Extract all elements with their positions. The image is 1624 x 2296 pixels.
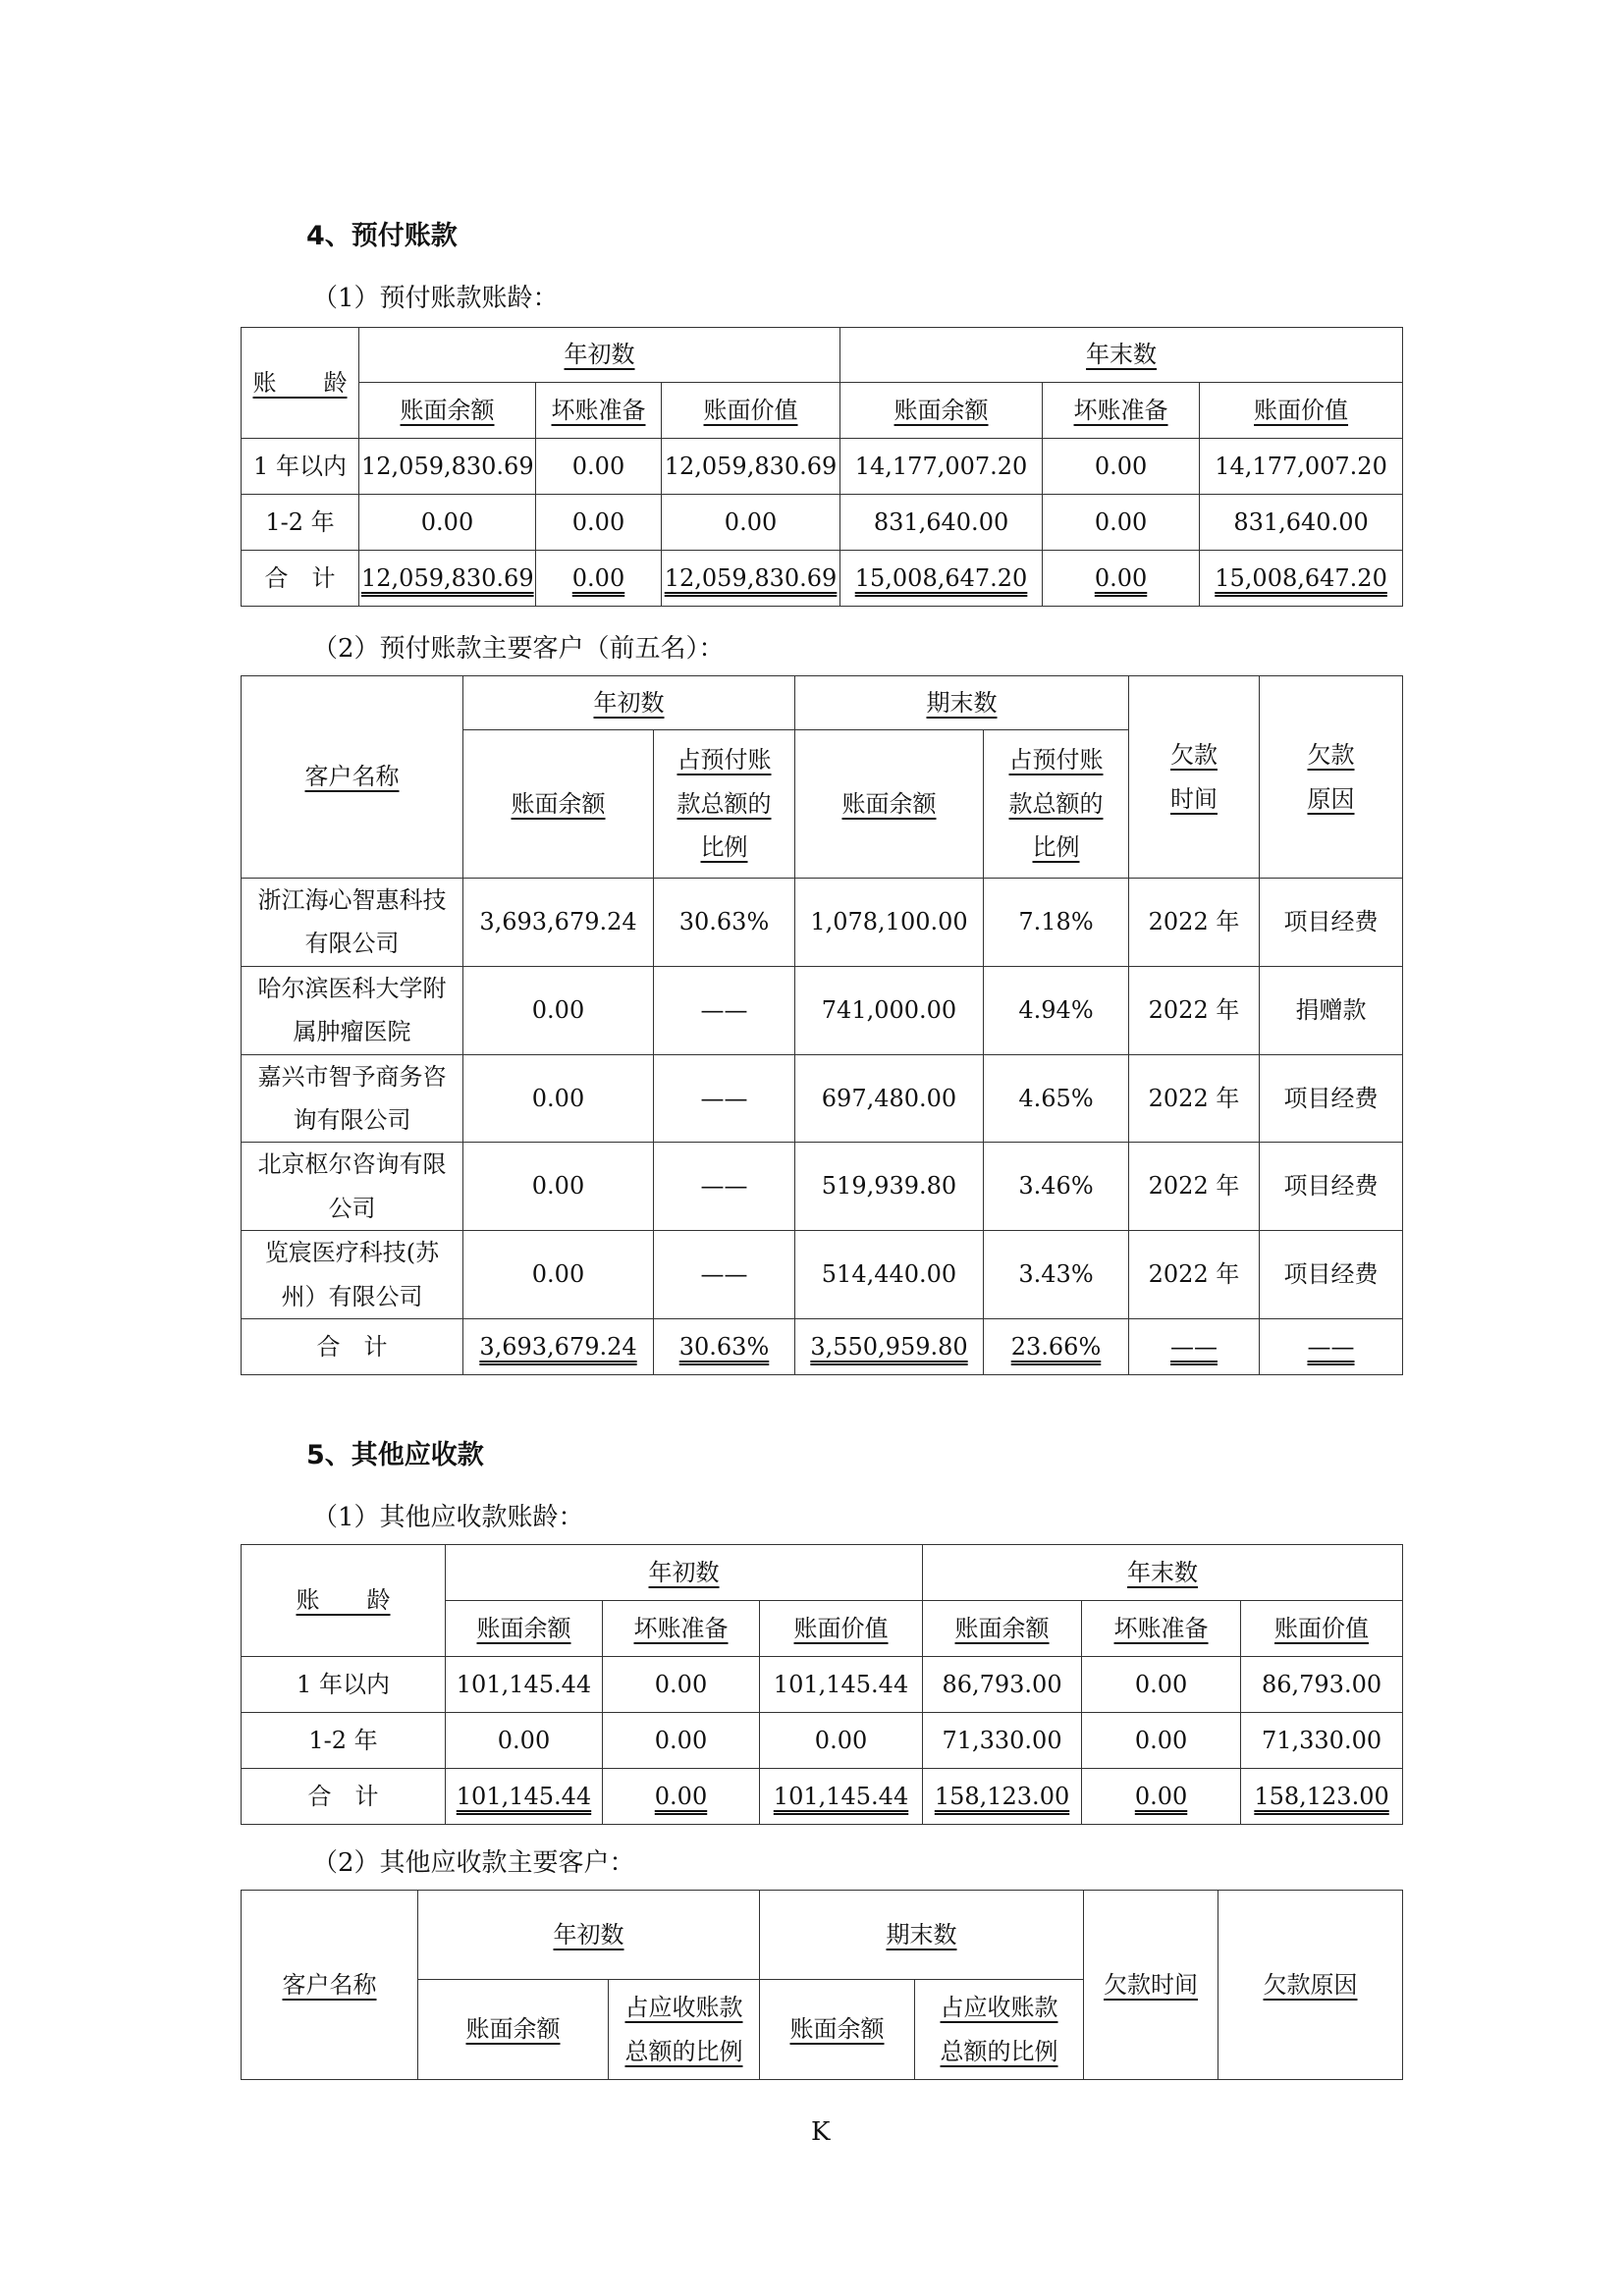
section-4-sub2: （2）预付账款主要客户（前五名）：	[312, 634, 725, 664]
table-row: 1-2 年 0.00 0.00 0.00 71,330.00 0.00 71,330.00	[242, 1713, 1403, 1769]
section-4-sub1: （1）预付账款账龄：	[312, 284, 559, 313]
total-row: 合 计 12,059,830.69 0.00 12,059,830.69 15,008,647.20 0.00 15,008,647.20	[242, 551, 1403, 607]
year-start-header: 年初数	[359, 328, 840, 383]
prepaid-aging-table	[241, 327, 1403, 607]
section-4-heading: 4、预付账款	[306, 221, 458, 251]
year-start-header: 年初数	[463, 676, 795, 730]
section-5-heading: 5、其他应收款	[306, 1440, 484, 1470]
bad-debt-header: 坏账准备	[633, 1614, 729, 1642]
ratio-header: 占应收账款总额的比例	[624, 1994, 743, 2065]
book-value-header: 账面价值	[1254, 396, 1349, 424]
customer-name-header: 客户名称	[242, 1891, 418, 2080]
period-end-header: 期末数	[795, 676, 1129, 730]
arrears-time-header: 欠款时间	[1084, 1891, 1218, 2080]
arrears-reason-header: 欠款原因	[1260, 676, 1403, 879]
arrears-reason-header: 欠款原因	[1218, 1891, 1403, 2080]
customer-name-header: 客户名称	[242, 676, 463, 879]
section-5-sub1: （1）其他应收款账龄：	[312, 1503, 584, 1532]
table-row: 览宸医疗科技(苏州）有限公司 0.00 —— 514,440.00 3.43% 2022 年 项目经费	[242, 1231, 1403, 1319]
balance-header: 账面余额	[476, 1614, 571, 1642]
table-row: 浙江海心智惠科技有限公司 3,693,679.24 30.63% 1,078,100.00 7.18% 2022 年 项目经费	[242, 879, 1403, 967]
year-end-header: 年末数	[840, 328, 1403, 383]
balance-header: 账面余额	[893, 396, 989, 424]
balance-header: 账面余额	[465, 2015, 561, 2044]
year-start-header: 年初数	[418, 1891, 760, 1980]
table-row: 北京枢尔咨询有限公司 0.00 —— 519,939.80 3.46% 2022 年 项目经费	[242, 1143, 1403, 1231]
table-row: 1-2 年 0.00 0.00 0.00 831,640.00 0.00 831,640.00	[242, 495, 1403, 551]
other-receivables-aging-table	[241, 1544, 1403, 1825]
aging-header: 账 龄	[242, 1545, 446, 1657]
ratio-header: 占应收账款总额的比例	[940, 1994, 1058, 2065]
book-value-header: 账面价值	[703, 396, 798, 424]
bad-debt-header: 坏账准备	[551, 396, 646, 424]
table-row: 哈尔滨医科大学附属肿瘤医院 0.00 —— 741,000.00 4.94% 2022 年 捐赠款	[242, 966, 1403, 1054]
balance-header: 账面余额	[511, 789, 606, 818]
table-row: 1 年以内 101,145.44 0.00 101,145.44 86,793.00 0.00 86,793.00	[242, 1657, 1403, 1713]
bad-debt-header: 坏账准备	[1073, 396, 1168, 424]
total-row: 合 计 3,693,679.24 30.63% 3,550,959.80 23.66% —— ——	[242, 1318, 1403, 1374]
balance-header: 账面余额	[841, 789, 937, 818]
balance-header: 账面余额	[400, 396, 495, 424]
page-number: K	[811, 2117, 831, 2147]
balance-header: 账面余额	[954, 1614, 1050, 1642]
year-end-header: 年末数	[923, 1545, 1403, 1601]
aging-header: 账 龄	[242, 328, 359, 439]
prepaid-customers-table	[241, 675, 1403, 1375]
section-5-sub2: （2）其他应收款主要客户：	[312, 1848, 635, 1878]
year-start-header: 年初数	[446, 1545, 923, 1601]
total-row: 合 计 101,145.44 0.00 101,145.44 158,123.00 0.00 158,123.00	[242, 1769, 1403, 1825]
bad-debt-header: 坏账准备	[1113, 1614, 1209, 1642]
ratio-header: 占预付账款总额的比例	[1008, 746, 1104, 862]
ratio-header: 占预付账款总额的比例	[677, 746, 772, 862]
book-value-header: 账面价值	[1274, 1614, 1370, 1642]
period-end-header: 期末数	[760, 1891, 1084, 1980]
book-value-header: 账面价值	[793, 1614, 889, 1642]
arrears-time-header: 欠款时间	[1129, 676, 1260, 879]
other-receivables-customers-table	[241, 1890, 1403, 2080]
table-row: 1 年以内 12,059,830.69 0.00 12,059,830.69 14,177,007.20 0.00 14,177,007.20	[242, 439, 1403, 495]
table-row: 嘉兴市智予商务咨询有限公司 0.00 —— 697,480.00 4.65% 2022 年 项目经费	[242, 1054, 1403, 1143]
balance-header: 账面余额	[789, 2015, 885, 2044]
